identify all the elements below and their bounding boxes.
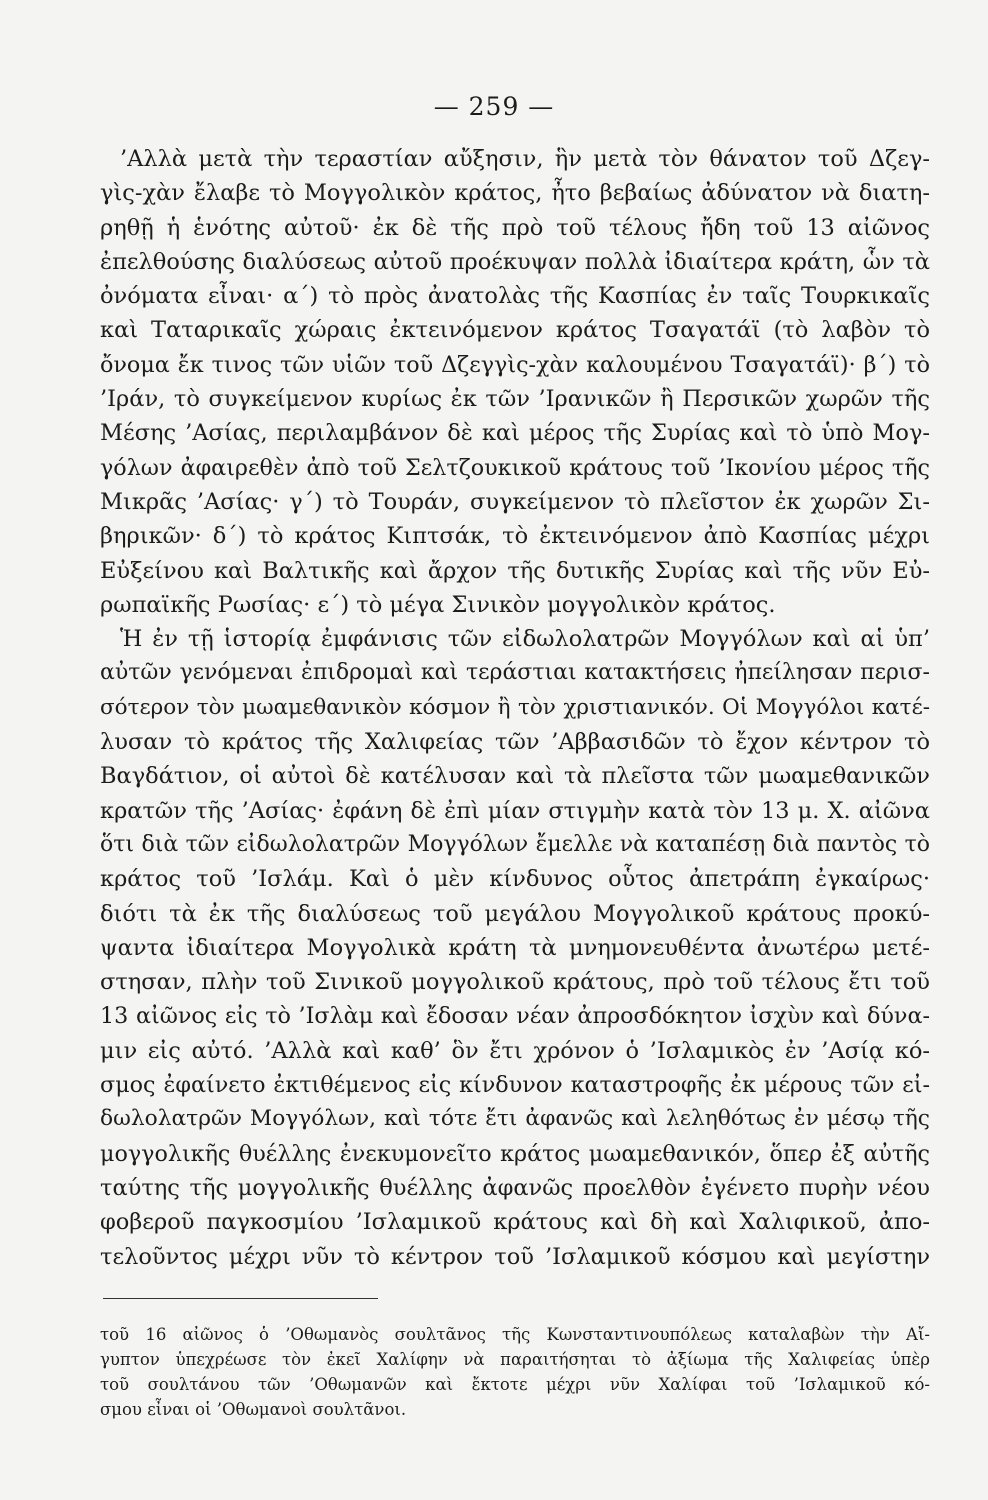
text-line: μιν εἰς αὐτό. ’Αλλὰ καὶ καθ’ ὃν ἔτι χρόνον ὁ ’Ισλαμικὸς ἐν ’Ασίᾳ κό- xyxy=(100,1037,930,1064)
footnote-line: σμου εἶναι οἱ ’Οθωμανοὶ σουλτᾶνοι. xyxy=(100,1400,407,1419)
text-line: ὄνομα ἔκ τινος τῶν υἱῶν τοῦ Δζεγγὶς-χὰν καλουμένου Τσαγατάϊ)· β΄) τὸ xyxy=(100,351,930,378)
text-line: σότερον τὸν μωαμεθανικὸν κόσμον ἢ τὸν χριστιανικόν. Οἱ Μογγόλοι κατέ- xyxy=(100,694,930,720)
footnote xyxy=(100,1322,930,1422)
text-line: δωλολατρῶν Μογγόλων, καὶ τότε ἔτι ἀφανῶς καὶ λεληθότως ἐν μέσῳ τῆς xyxy=(100,1106,930,1132)
text-line: ’Αλλὰ μετὰ τὴν τεραστίαν αὔξησιν, ἣν μετὰ τὸν θάνατον τοῦ Δζεγ- xyxy=(120,146,930,172)
text-line: ρηθῇ ἡ ἑνότης αὐτοῦ· ἐκ δὲ τῆς πρὸ τοῦ τέλους ἤδη τοῦ 13 αἰῶνος xyxy=(100,214,930,241)
text-line: μογγολικῆς θυέλλης ἐνεκυμονεῖτο κράτος μωαμεθανικόν, ὅπερ ἐξ αὐτῆς xyxy=(100,1140,930,1167)
text-line: κρατῶν τῆς ’Ασίας· ἐφάνη δὲ ἐπὶ μίαν στιγμὴν κατὰ τὸν 13 μ. Χ. αἰῶνα xyxy=(100,797,930,824)
text-line: γόλων ἀφαιρεθὲν ἀπὸ τοῦ Σελτζουκικοῦ κράτους τοῦ ’Ικονίου μέρος τῆς xyxy=(100,454,930,481)
paragraph xyxy=(100,622,930,1274)
text-line: ὅτι διὰ τῶν εἰδωλολατρῶν Μογγόλων ἔμελλε νὰ καταπέσῃ διὰ παντὸς τὸ xyxy=(100,831,930,857)
text-line: ὀνόματα εἶναι· α΄) τὸ πρὸς ἀνατολὰς τῆς Κασπίας ἐν ταῖς Τουρκικαῖς xyxy=(100,283,930,310)
text-line: φοβεροῦ παγκοσμίου ’Ισλαμικοῦ κράτους καὶ δὴ καὶ Χαλιφικοῦ, ἀπο- xyxy=(100,1209,930,1236)
text-line: λυσαν τὸ κράτος τῆς Χαλιφείας τῶν ’Αββασιδῶν τὸ ἔχον κέντρον τὸ xyxy=(100,729,930,756)
text-line: στησαν, πλὴν τοῦ Σινικοῦ μογγολικοῦ κράτους, πρὸ τοῦ τέλους ἔτι τοῦ xyxy=(100,969,930,996)
page-number: — 259 — xyxy=(433,92,555,121)
footnote-divider xyxy=(103,1298,378,1299)
text-line: ἐπελθούσης διαλύσεως αὐτοῦ προέκυψαν πολλὰ ἰδιαίτερα κράτη, ὧν τὰ xyxy=(100,248,930,275)
paragraph xyxy=(100,142,930,622)
text-line: Μικρᾶς ’Ασίας· γ΄) τὸ Τουράν, συγκείμενον τὸ πλεῖστον ἐκ χωρῶν Σι- xyxy=(100,488,930,515)
footnote-line: γυπτον ὑπεχρέωσε τὸν ἐκεῖ Χαλίφην νὰ παραιτήσηται τὸ ἀξίωμα τῆς Χαλιφείας ὑπὲρ xyxy=(100,1350,930,1369)
footnote-line: τοῦ σουλτάνου τῶν ’Οθωμανῶν καὶ ἔκτοτε μέχρι νῦν Χαλίφαι τοῦ ’Ισλαμικοῦ κό- xyxy=(100,1375,930,1394)
text-line: κράτος τοῦ ’Ισλάμ. Καὶ ὁ μὲν κίνδυνος οὗτος ἀπετράπη ἐγκαίρως· xyxy=(100,866,930,893)
text-line: ταύτης τῆς μογγολικῆς θυέλλης ἀφανῶς προελθὸν ἐγένετο πυρὴν νέου xyxy=(100,1174,930,1201)
text-line: ρωπαϊκῆς Ρωσίας· ε΄) τὸ μέγα Σινικὸν μογγολικὸν κράτος. xyxy=(100,591,776,618)
text-line: βηρικῶν· δ΄) τὸ κράτος Κιπτσάκ, τὸ ἐκτεινόμενον ἀπὸ Κασπίας μέχρι xyxy=(100,523,930,550)
text-line: Μέσης ’Ασίας, περιλαμβάνον δὲ καὶ μέρος τῆς Συρίας καὶ τὸ ὑπὸ Μογ- xyxy=(100,420,930,447)
text-line: 13 αἰῶνος εἰς τὸ ’Ισλὰμ καὶ ἔδοσαν νέαν ἀπροσδόκητον ἰσχὺν καὶ δύνα- xyxy=(100,1003,930,1030)
text-line: Εὐξείνου καὶ Βαλτικῆς καὶ ἄρχον τῆς δυτικῆς Συρίας καὶ τῆς νῦν Εὐ- xyxy=(100,557,930,584)
text-line: σμος ἐφαίνετο ἐκτιθέμενος εἰς κίνδυνον καταστροφῆς ἐκ μέρους τῶν εἰ- xyxy=(100,1072,930,1099)
text-line: ψαντα ἰδιαίτερα Μογγολικὰ κράτη τὰ μνημονευθέντα ἀνωτέρω μετέ- xyxy=(100,934,930,961)
text-line: γὶς-χὰν ἔλαβε τὸ Μογγολικὸν κράτος, ἦτο βεβαίως ἀδύνατον νὰ διατη- xyxy=(100,180,930,207)
text-line: τελοῦντος μέχρι νῦν τὸ κέντρον τοῦ ’Ισλαμικοῦ κόσμου καὶ μεγίστην xyxy=(100,1243,930,1270)
footnote-line: τοῦ 16 αἰῶνος ὁ ’Οθωμανὸς σουλτᾶνος τῆς Κωνσταντινουπόλεως καταλαβὼν τὴν Αἴ- xyxy=(100,1325,930,1344)
main-text xyxy=(100,142,930,1274)
text-line: αὐτῶν γενόμεναι ἐπιδρομαὶ καὶ τεράστιαι κατακτήσεις ἠπείλησαν περισ- xyxy=(100,660,930,686)
text-line: ’Ιράν, τὸ συγκείμενον κυρίως ἐκ τῶν ’Ιρανικῶν ἢ Περσικῶν χωρῶν τῆς xyxy=(100,386,930,413)
text-line: καὶ Ταταρικαῖς χώραις ἐκτεινόμενον κράτος Τσαγατάϊ (τὸ λαβὸν τὸ xyxy=(100,317,930,344)
text-line: Βαγδάτιον, οἱ αὐτοὶ δὲ κατέλυσαν καὶ τὰ πλεῖστα τῶν μωαμεθανικῶν xyxy=(100,763,930,790)
text-line: Ἡ ἐν τῇ ἱστορίᾳ ἐμφάνισις τῶν εἰδωλολατρῶν Μογγόλων καὶ αἱ ὑπ’ xyxy=(120,626,930,653)
text-line: διότι τὰ ἐκ τῆς διαλύσεως τοῦ μεγάλου Μογγολικοῦ κράτους προκύ- xyxy=(100,900,930,927)
